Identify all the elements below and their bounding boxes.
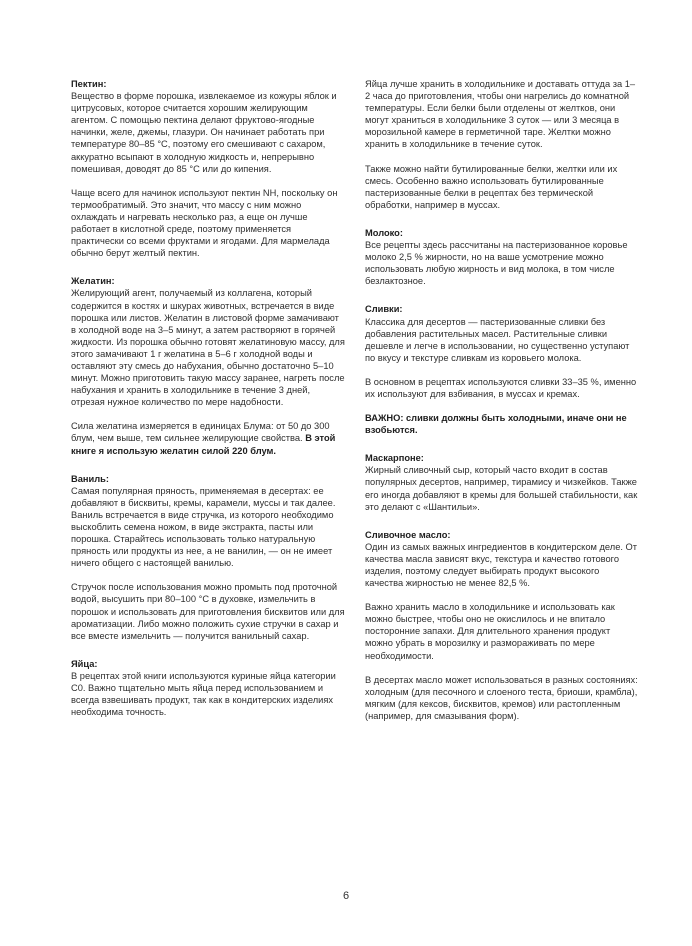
section-heading: Желатин: [71,276,115,287]
section-heading: Яйца: [71,658,98,669]
paragraph: Самая популярная пряность, применяемая в десертах: ее добавляют в бисквиты, кремы, карамели, муссы и так далее. Ваниль встречается в виде стручка, из которого необходимо выскоблить семена ножом, в виде экстракта, пасты или порошка. Старайтесь использовать только натуральную пряность или продукты из нее, а не ванилин, — он не имеет ничего общего с настоящей ванилью. [71,485,336,569]
paragraph: В рецептах этой книги используются куриные яйца категории С0. Важно тщательно мыть яйца перед использованием и всегда взвешивать продукт, так как в кондитерских изделиях необходима точность. [71,670,336,718]
right-column [365,78,640,738]
paragraph: Чаще всего для начинок используют пектин NH, поскольку он термообратимый. Это значит, что массу с ним можно охлаждать и нагревать несколько раз, а еще он лучше работает в кислотной среде, поэтому применяется практически со всеми фруктами и ягодами. Для мармелада обычно берут желтый пектин. [71,187,338,259]
paragraph: Желирующий агент, получаемый из коллагена, который содержится в костях и шкурах животных, встречается в виде порошка или листов. Желатин в листовой форме замачивают в холодной воде на 3–5 минут, а затем растворяют в горячей жидкости. Из порошка обычно готовят желатиновую массу, для этого замачивают 1 г желатина в 5–6 г холодной воды и оставляют эту смесь до набухания, обычно достаточно 5–10 минут. Можно приготовить такую массу заранее, нагреть после набухания и хранить в холодильнике в течение 3 дней, отрезая нужное количество по мере надобности. [71,288,345,408]
section-milk [365,227,640,287]
paragraph: Жирный сливочный сыр, который часто входит в состав популярных десертов, например, тирамису и чизкейков. Также его иногда добавляют в кремы для большей стабильности, как это делают с «Шантильи». [365,465,638,512]
paragraph: Один из самых важных ингредиентов в кондитерском деле. От качества масла зависят вкус, текстура и качество готового изделия, поэтому следует выбирать продукт высокого качества жирностью не менее 82,5 %. [365,541,638,589]
section-pectin [71,78,346,259]
section-heading: Ваниль: [71,473,109,484]
page-number: 6 [342,890,350,902]
section-heading: Маскарпоне: [365,453,424,464]
section-butter [365,529,640,722]
paragraph: Яйца лучше хранить в холодильнике и доставать оттуда за 1–2 часа до приготовления, чтобы они нагрелись до комнатной температуры. Если белки были отделены от желтков, они могут храниться в холодильнике 3 суток — или 3 месяца в морозильной камере в герметичной таре. Желтки можно хранить в холодильнике в течение суток. [365,79,636,150]
section-eggs [71,658,346,718]
section-heading: Молоко: [365,227,403,238]
paragraph: Вещество в форме порошка, извлекаемое из кожуры яблок и цитрусовых, которое считается хорошим желирующим агентом. С помощью пектина делают фруктово-ягодные начинки, желе, джемы, глазури. Он начинает работать при температуре 80–85 °C, поэтому его смешивают с сахаром, аккуратно всыпают в холодную жидкость и, непрерывно помешивая, доводят до 85 °C или до кипения. [71,91,337,174]
paragraph: Стручок после использования можно промыть под проточной водой, высушить при 80–100 °C в духовке, измельчить в порошок и использовать для приготовления бисквитов или для ароматизации. Либо можно положить сухие стручки в сахар и все вместе измельчить — получится ванильный сахар. [71,582,345,641]
section-vanilla [71,473,346,642]
section-gelatin [71,275,346,456]
section-eggs-continued [365,78,640,211]
paragraph: Все рецепты здесь рассчитаны на пастеризованное коровье молоко 2,5 % жирности, но на ваше усмотрение можно использовать любую жирность и вид молока, в том числе безлактозное. [365,240,628,287]
left-column [71,78,346,734]
paragraph [71,420,346,456]
important-note: ВАЖНО: сливки должны быть холодными, иначе они не взобьются. [365,413,627,436]
section-mascarpone [365,452,640,512]
paragraph: Также можно найти бутилированные белки, желтки или их смесь. Особенно важно использовать бутилированные пастеризованные белки в рецептах без термической обработки, например в муссах. [365,163,618,210]
paragraph-text: Сила желатина измеряется в единицах Блума: от 50 до 300 блум, чем выше, тем сильнее желирующие свойства. [71,421,330,444]
section-heading: Сливки: [365,304,403,315]
paragraph: В основном в рецептах используются сливки 33–35 %, именно их используют для взбивания, в муссах и кремах. [365,376,637,399]
section-cream [365,303,640,436]
paragraph: Классика для десертов — пастеризованные сливки без добавления растительных масел. Растительные сливки дешевле и легче в использовании, но существенно уступают по вкусу и текстуре сливкам из коровьего молока. [365,316,630,363]
emphasis-text: В этой книге я использую желатин силой 220 блум. [71,433,336,456]
section-heading: Сливочное масло: [365,529,451,540]
paragraph: В десертах масло может использоваться в разных состояниях: холодным (для песочного и слоеного теста, бриоши, крамбла), мягким (для кексов, бисквитов, кремов) или растопленным (например, для смазывания форм). [365,674,638,721]
section-heading: Пектин: [71,79,107,89]
paragraph: Важно хранить масло в холодильнике и использовать как можно быстрее, чтобы оно не окислилось и не впитало посторонние запахи. Для длительного хранения продукт можно убрать в морозилку и размораживать по мере необходимости. [365,602,615,661]
